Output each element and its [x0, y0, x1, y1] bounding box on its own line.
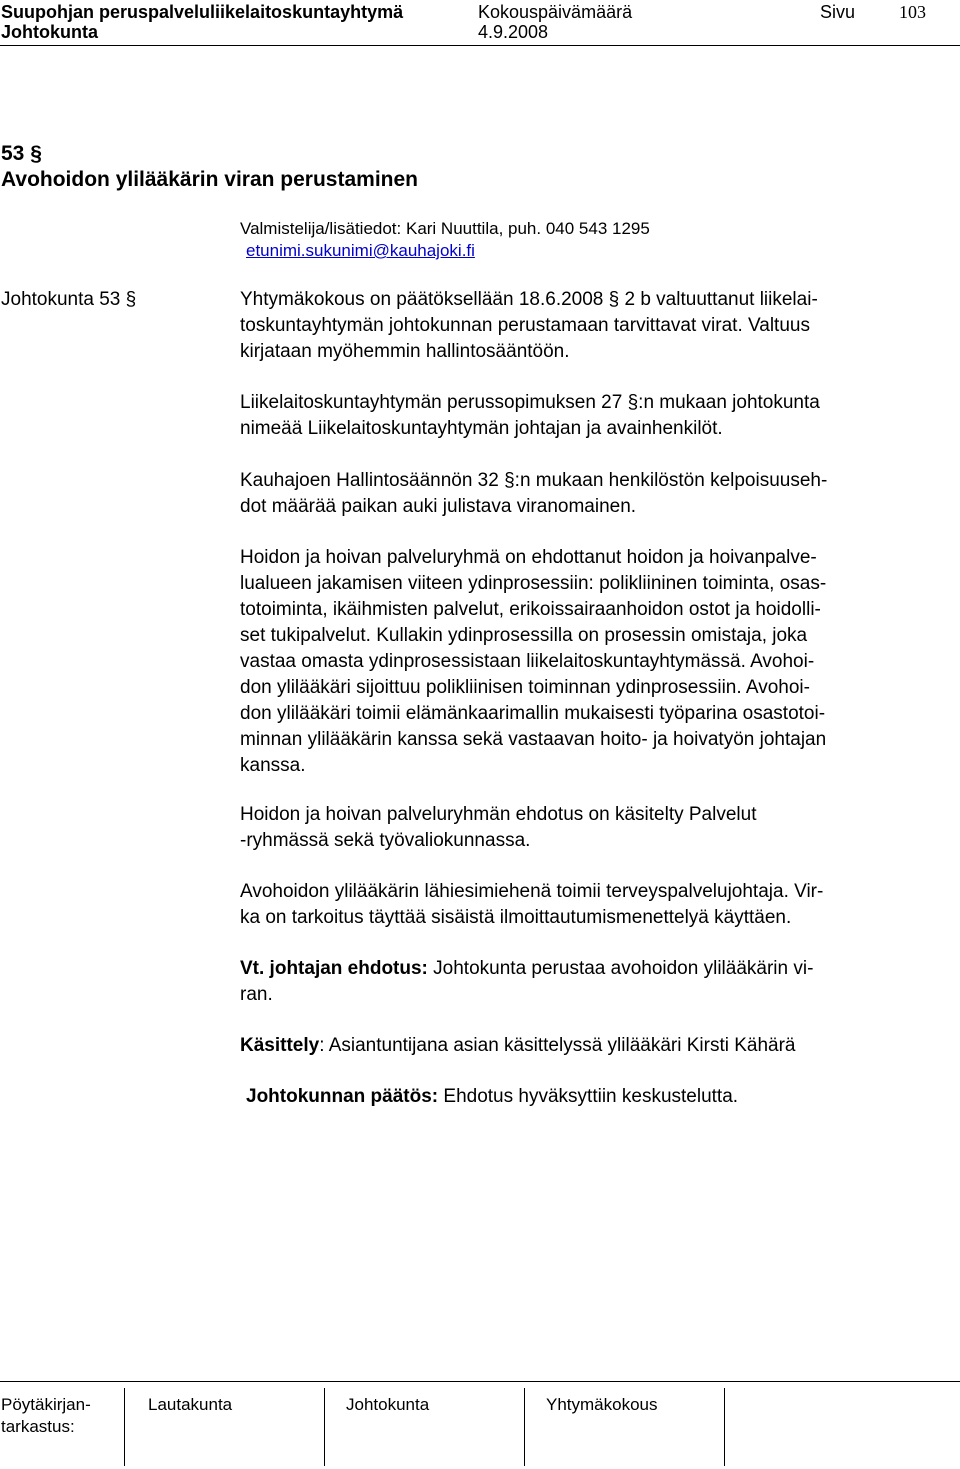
body-reference: Johtokunta 53 §: [1, 289, 137, 310]
header-body: Johtokunta: [1, 22, 98, 42]
proposal-label: Vt. johtajan ehdotus:: [240, 958, 428, 979]
proposal-text-2: ran.: [240, 984, 273, 1005]
footer-col-yhtymakokous: Yhtymäkokous: [546, 1395, 658, 1414]
footer-col-lautakunta: Lautakunta: [148, 1395, 233, 1414]
preparer-info: Valmistelija/lisätiedot: Kari Nuuttila, puh. 040 543 1295: [240, 219, 650, 238]
footer-checker-line1: Pöytäkirjan-: [1, 1395, 91, 1414]
proposal: [240, 956, 940, 1008]
paragraph-3: Kauhajoen Hallintosäännön 32 §:n mukaan henkilöstön kelpoisuuseh- dot määrää paikan auki julistava viranomainen.: [240, 470, 828, 517]
decision-text: Ehdotus hyväksyttiin keskustelutta.: [443, 1086, 739, 1107]
section-title: Avohoidon ylilääkärin viran perustaminen: [1, 168, 418, 191]
header-page-label: Sivu: [820, 2, 856, 22]
footer-divider-1: [124, 1388, 125, 1466]
footer-divider-2: [324, 1388, 325, 1466]
paragraph-6: Avohoidon ylilääkärin lähiesimiehenä toimii terveyspalvelujohtaja. Vir- ka on tarkoitus täyttää sisäistä ilmoittautumismenettelyä käyttäen.: [240, 881, 824, 928]
email-link[interactable]: etunimi.sukunimi@kauhajoki.fi: [246, 241, 475, 260]
footer-divider-3: [524, 1388, 525, 1466]
paragraph-1: Yhtymäkokous on päätöksellään 18.6.2008 § 2 b valtuuttanut liikelai- toskuntayhtymän johtokunnan perustamaan tarvittavat virat. Valtuus kirjataan myöhemmin hallintosääntöön.: [240, 289, 818, 362]
paragraph-4: Hoidon ja hoivan palveluryhmä on ehdottanut hoidon ja hoivanpalve- lualueen jakamisen viiteen ydinprosessiin: polikliininen toiminta, osas- totoiminta, ikäihmisten palvelut, erikoissairaanhoidon ostot ja hoidolli- set tukipalvelut. Kullakin ydinprosessilla on prosessin omistaja, joka vastaa omasta ydinprosessistaan liikelaitoskuntayhtymässä. Avohoi- don ylilääkäri sijoittuu polikliinisen toiminnan ydinprosessiin. Avohoi- don ylilääkäri toimii elämänkaarimallin mukaisesti työparina osastotoi- minnan ylilääkärin kanssa sekä vastaavan hoito- ja hoivatyön johtajan kanssa.: [240, 547, 827, 776]
footer-divider-4: [724, 1388, 725, 1466]
footer-rule: [0, 1381, 960, 1382]
handling-text: : Asiantuntijana asian käsittelyssä ylilääkäri Kirsti Kähärä: [319, 1035, 796, 1056]
header-meeting-date-label: Kokouspäivämäärä: [478, 2, 633, 22]
footer-checker-line2: tarkastus:: [1, 1417, 75, 1436]
handling-label: Käsittely: [240, 1035, 320, 1056]
decision-label: Johtokunnan päätös:: [246, 1086, 439, 1107]
paragraph-5: Hoidon ja hoivan palveluryhmän ehdotus on käsitelty Palvelut -ryhmässä sekä työvaliokunnassa.: [240, 804, 757, 851]
header-date: 4.9.2008: [478, 22, 549, 42]
section-number: 53 §: [1, 142, 42, 165]
decision: [246, 1084, 946, 1110]
header-org: Suupohjan peruspalveluliikelaitoskuntayhtymä: [1, 2, 404, 22]
paragraph-2: Liikelaitoskuntayhtymän perussopimuksen 27 §:n mukaan johtokunta nimeää Liikelaitoskuntayhtymän johtajan ja avainhenkilöt.: [240, 392, 820, 439]
header-rule: [0, 45, 960, 46]
handling: [240, 1033, 940, 1059]
header-page-number: 103: [899, 2, 926, 22]
proposal-text-1: Johtokunta perustaa avohoidon ylilääkärin vi-: [433, 958, 814, 979]
footer-col-johtokunta: Johtokunta: [346, 1395, 430, 1414]
